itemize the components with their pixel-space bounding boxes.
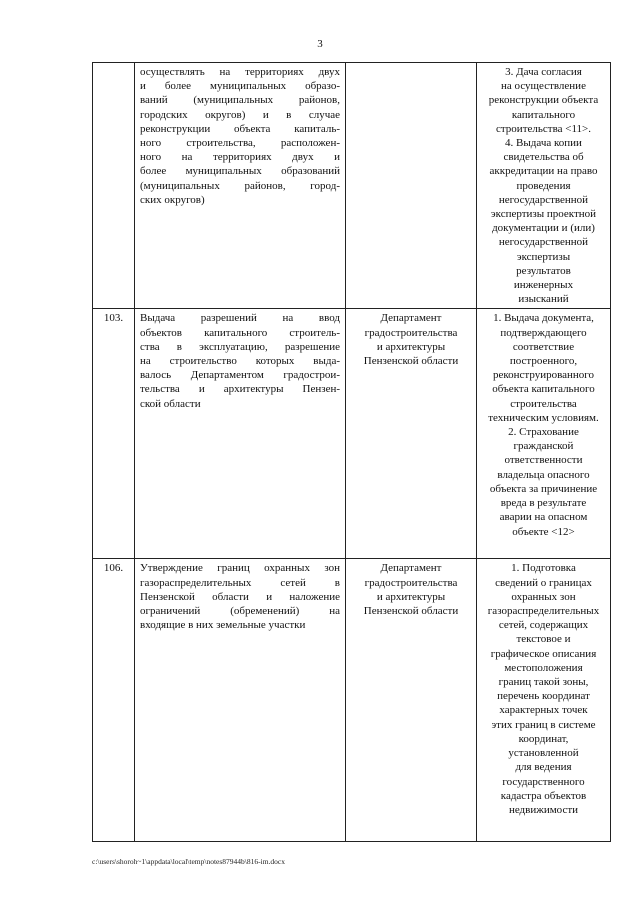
required-service-line: строительства <11>. bbox=[495, 122, 592, 135]
row-number: 106. bbox=[93, 559, 135, 842]
page-number: 3 bbox=[317, 38, 323, 50]
service-name-line: более муниципальных образований bbox=[140, 165, 340, 178]
required-service-line: ответственности bbox=[504, 454, 583, 467]
table-row bbox=[93, 63, 611, 309]
table-row bbox=[93, 559, 611, 842]
required-service-line: на осуществление bbox=[501, 80, 586, 93]
service-name-line: объектов капитального строитель- bbox=[140, 326, 340, 339]
service-name-line: валось Департаментом градострои- bbox=[140, 369, 340, 382]
required-services-cell bbox=[477, 63, 611, 309]
service-name-line: на строительство которых выда- bbox=[140, 355, 340, 368]
required-service-line: вреда в результате bbox=[500, 497, 587, 510]
service-name-line: Пензенской области и наложение bbox=[140, 590, 340, 603]
required-service-line: построенного, bbox=[509, 355, 578, 368]
required-service-line: строительства bbox=[510, 397, 577, 410]
required-service-line: подтверждающего bbox=[500, 326, 587, 339]
row-number: 103. bbox=[93, 309, 135, 559]
required-service-line: капитального bbox=[511, 108, 576, 121]
required-service-line: негосударственной bbox=[498, 193, 589, 206]
responsible-body-line: Пензенской области bbox=[363, 605, 459, 618]
required-service-line: границ такой зоны, bbox=[498, 676, 589, 689]
required-service-line: 3. Дача согласия bbox=[505, 66, 582, 78]
required-services-cell bbox=[477, 309, 611, 559]
responsible-body-line: градостроительства bbox=[364, 576, 458, 589]
required-service-line: 1. Подготовка bbox=[511, 562, 576, 575]
responsible-body-cell bbox=[346, 63, 477, 309]
required-service-line: владельца опасного bbox=[497, 468, 590, 481]
required-service-line: инженерных bbox=[513, 279, 574, 292]
service-name-line: осуществлять на территориях двух bbox=[140, 66, 340, 78]
required-service-line: 1. Выдача документа, bbox=[493, 312, 594, 325]
service-name-line: и более муниципальных образо- bbox=[140, 80, 340, 93]
required-service-line: аккредитации на право bbox=[489, 165, 598, 178]
required-service-line: результатов bbox=[516, 264, 571, 277]
responsible-body-line: градостроительства bbox=[364, 326, 458, 339]
required-service-line: текстовое и bbox=[516, 633, 571, 646]
required-service-line: 4. Выдача копии bbox=[505, 137, 582, 150]
required-service-line: аварии на опасном bbox=[499, 511, 588, 524]
required-service-line: экспертизы bbox=[516, 250, 571, 263]
responsible-body-cell bbox=[346, 559, 477, 842]
service-name-line: входящие в них земельные участки bbox=[140, 619, 306, 632]
required-service-line: местоположения bbox=[504, 661, 583, 674]
services-table bbox=[92, 62, 611, 842]
required-service-line: проведения bbox=[516, 179, 571, 192]
required-service-line: негосударственной bbox=[498, 236, 589, 249]
required-service-line: государственного bbox=[502, 775, 585, 788]
service-name-cell bbox=[135, 63, 346, 309]
service-name-line: Выдача разрешений на ввод bbox=[140, 312, 340, 325]
service-name-line: ограничений (обременений) на bbox=[140, 605, 340, 618]
required-service-line: этих границ в системе bbox=[491, 718, 596, 731]
required-service-line: графическое описания bbox=[490, 647, 597, 660]
required-services-cell bbox=[477, 559, 611, 842]
service-name-cell bbox=[135, 559, 346, 842]
required-service-line: установленной bbox=[508, 747, 579, 760]
required-service-line: сведений о границах bbox=[495, 576, 592, 589]
service-name-line: ства в эксплуатацию, разрешение bbox=[140, 340, 340, 353]
required-service-line: координат, bbox=[518, 732, 569, 745]
required-service-line: кадастра объектов bbox=[500, 789, 587, 802]
required-service-line: объекте <12> bbox=[512, 525, 575, 538]
required-service-line: реконструкции объекта bbox=[488, 94, 599, 107]
responsible-body-line: и архитектуры bbox=[376, 340, 446, 353]
required-service-line: газораспределительных bbox=[487, 605, 600, 618]
required-service-line: реконструированного bbox=[492, 369, 595, 382]
service-name-line: ного строительства, расположен- bbox=[140, 137, 340, 150]
required-service-line: объекта капитального bbox=[492, 383, 595, 396]
responsible-body-line: Департамент bbox=[380, 312, 442, 325]
responsible-body-cell bbox=[346, 309, 477, 559]
service-name-line: (муниципальных районов, город- bbox=[140, 179, 340, 192]
required-service-line: характерных точек bbox=[499, 704, 588, 717]
required-service-line: техническим условиям. bbox=[488, 411, 599, 424]
required-service-line: для ведения bbox=[515, 761, 572, 774]
service-name-line: ваний (муниципальных районов, bbox=[140, 94, 340, 107]
required-service-line: сетей, содержащих bbox=[498, 619, 589, 632]
service-name-line: ного на территориях двух и bbox=[140, 151, 340, 164]
service-name-line: ских округов) bbox=[140, 193, 205, 206]
responsible-body-line: Департамент bbox=[380, 562, 442, 575]
table-row bbox=[93, 309, 611, 559]
service-name-line: газораспределительных сетей в bbox=[140, 576, 340, 589]
required-service-line: экспертизы проектной bbox=[490, 208, 597, 221]
service-name-line: реконструкции объекта капиталь- bbox=[140, 122, 340, 135]
responsible-body-line: и архитектуры bbox=[376, 590, 446, 603]
required-service-line: гражданской bbox=[513, 440, 574, 453]
required-service-line: объекта за причинение bbox=[489, 482, 598, 495]
required-service-line: соответствие bbox=[512, 340, 575, 353]
required-service-line: охранных зон bbox=[511, 590, 576, 603]
responsible-body-line: Пензенской области bbox=[363, 355, 459, 368]
required-service-line: документации и (или) bbox=[492, 222, 595, 235]
service-name-line: ской области bbox=[140, 397, 201, 410]
row-number bbox=[93, 63, 135, 309]
required-service-line: перечень координат bbox=[497, 690, 590, 703]
service-name-line: тельства и архитектуры Пензен- bbox=[140, 383, 340, 396]
required-service-line: свидетельства об bbox=[503, 151, 584, 164]
file-path-footer: c:\users\shoroh~1\appdata\local\temp\notes87944b\816-im.docx bbox=[92, 857, 285, 866]
service-name-cell bbox=[135, 309, 346, 559]
service-name-line: городских округов) и в случае bbox=[140, 108, 340, 121]
service-name-line: Утверждение границ охранных зон bbox=[140, 562, 340, 575]
required-service-line: изысканий bbox=[518, 293, 569, 306]
required-service-line: 2. Страхование bbox=[508, 426, 579, 439]
required-service-line: недвижимости bbox=[508, 803, 579, 816]
